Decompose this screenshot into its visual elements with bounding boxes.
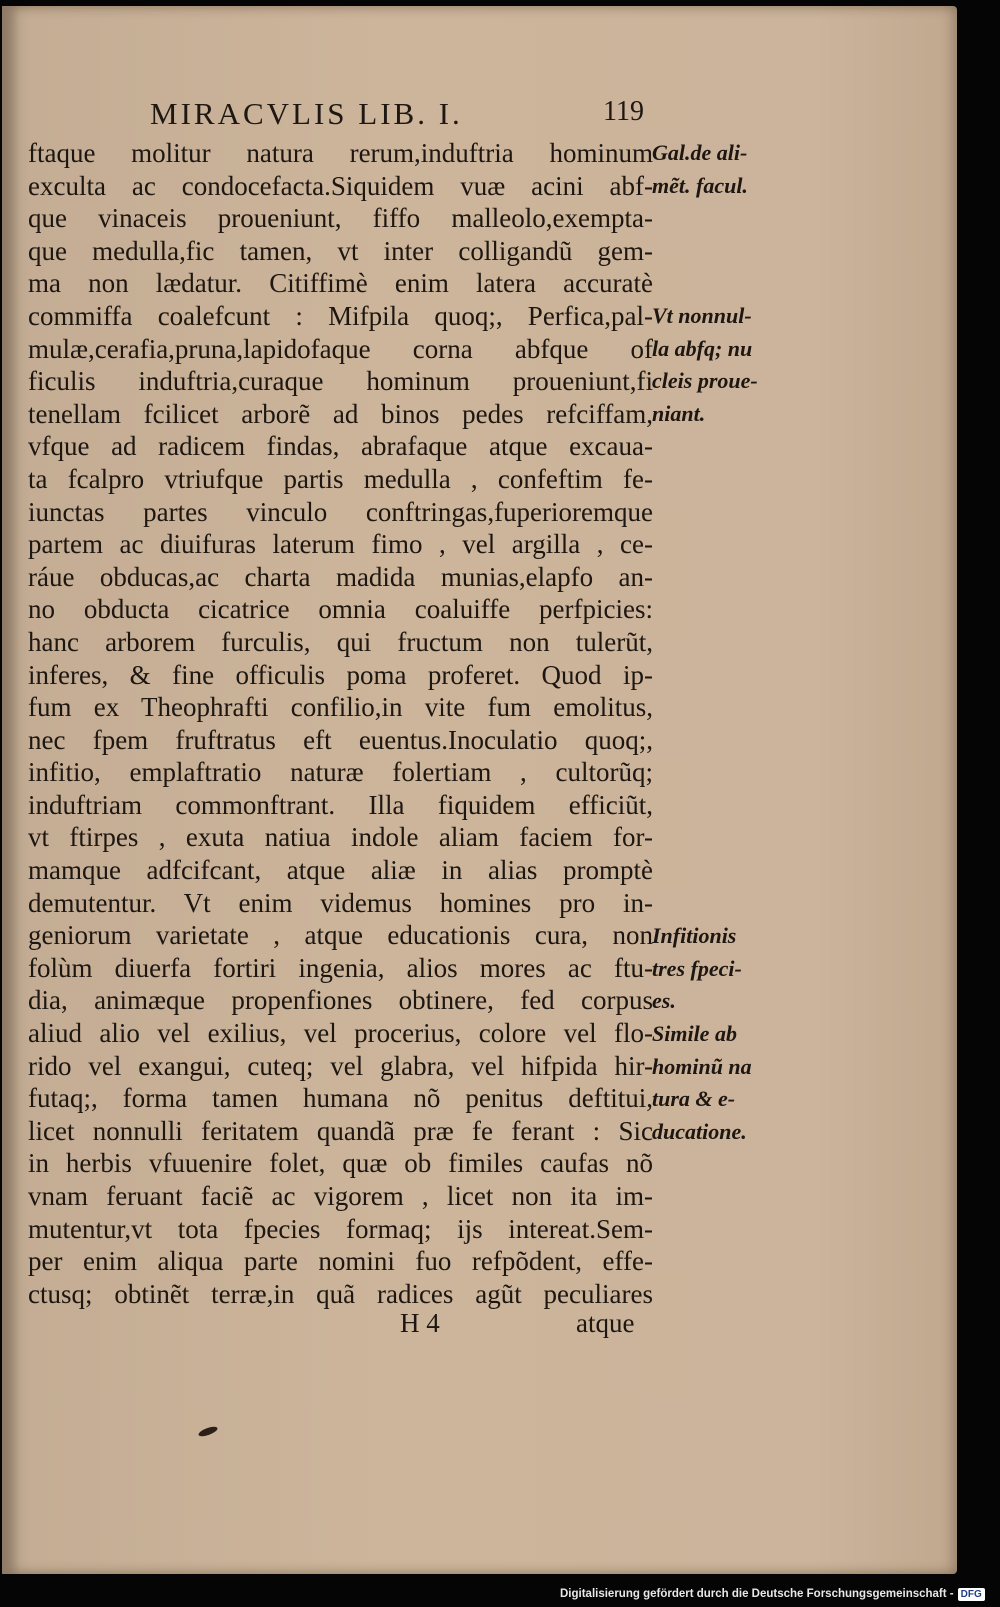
text-line: vt ftirpes , exuta natiua indole aliam faciem for- <box>28 822 653 853</box>
text-line: exculta ac condocefacta.Siquidem vuæ acini abf- <box>28 170 653 201</box>
footer-text: Digitalisierung gefördert durch die Deutsche Forschungsgemeinschaft - <box>560 1588 954 1600</box>
text-line: folùm diuerfa fortiri ingenia, alios mores ac ftu- <box>28 952 653 983</box>
margin-note-line: ducatione. <box>652 1118 747 1144</box>
text-line: in herbis vfuuenire folet, quæ ob fimiles caufas nõ <box>28 1148 653 1179</box>
text-line: vnam feruant faciẽ ac vigorem , licet non ita im- <box>28 1181 653 1211</box>
text-line: vfque ad radicem findas, abrafaque atque excaua- <box>28 431 653 462</box>
signature-mark: H 4 <box>400 1308 440 1338</box>
body-text <box>28 137 653 1310</box>
digitization-footer <box>560 1583 1000 1605</box>
text-line: nec fpem fruftratus eft euentus.Inoculatio quoq;, <box>28 724 653 755</box>
text-line: tenellam fcilicet arborẽ ad binos pedes refciffam, <box>28 398 653 429</box>
text-line: mulæ,cerafia,pruna,lapidofaque corna abfque of <box>28 333 653 364</box>
margin-note-line: la abfq; nu <box>652 335 753 361</box>
margin-note-line: es. <box>652 988 676 1014</box>
text-line: ftaque molitur natura rerum,induftria hominum <box>28 138 653 168</box>
dfg-logo-icon: DFG <box>958 1588 985 1601</box>
text-line: mutentur,vt tota fpecies formaq; ijs intereat.Sem- <box>28 1213 653 1244</box>
text-line: licet nonnulli feritatem quandã præ fe ferant : Sic <box>28 1115 653 1146</box>
text-line: ficulis induftria,curaque hominum proueniunt,fi <box>28 366 653 397</box>
text-line: demutentur. Vt enim videmus homines pro in- <box>28 887 653 918</box>
text-line: induftriam commonftrant. Illa fiquidem efficiũt, <box>28 789 653 820</box>
margin-note-line: tura & e- <box>652 1086 736 1112</box>
text-line: mamque adfcifcant, atque aliæ in alias promptè <box>28 855 653 886</box>
text-line: geniorum varietate , atque educationis cura, non <box>28 920 653 951</box>
text-line: aliud alio vel exilius, vel procerius, colore vel flo- <box>28 1018 653 1049</box>
text-line: fum ex Theophrafti confilio,in vite fum emolitus, <box>28 692 653 723</box>
text-line: inferes, & fine officulis poma proferet. Quod ip- <box>28 659 653 690</box>
text-line: no obducta cicatrice omnia coaluiffe perfpicies: <box>28 594 653 625</box>
margin-note-vt-nonnulla <box>652 300 798 430</box>
text-line: per enim aliqua parte nomini fuo refpõdent, effe- <box>28 1246 653 1277</box>
margin-note-simile <box>652 1018 798 1148</box>
margin-note-line: niant. <box>652 400 706 426</box>
text-line: ma non lædatur. Citiffimè enim latera accuratè <box>28 268 653 299</box>
text-line: que vinaceis proueniunt, fiffo malleolo,exempta- <box>28 203 653 234</box>
text-line: ta fcalpro vtriufque partis medulla , confeftim fe- <box>28 463 653 494</box>
margin-note-line: tres fpeci- <box>652 955 742 981</box>
text-line: ráue obducas,ac charta madida munias,elapfo an- <box>28 561 653 592</box>
margin-note-line: cleis proue- <box>652 368 758 394</box>
text-line: que medulla,fic tamen, vt inter colligandũ gem- <box>28 235 653 266</box>
text-line: dia, animæque propenfiones obtinere, fed corpus <box>28 985 653 1016</box>
margin-note-galen <box>652 137 798 202</box>
margin-note-line: Vt nonnul- <box>652 303 752 328</box>
margin-note-line: Infitionis <box>652 923 737 948</box>
text-line: partem ac diuifuras laterum fimo , vel argilla , ce- <box>28 529 653 560</box>
running-title: MIRACVLIS LIB. I. <box>150 96 463 131</box>
text-line: futaq;, forma tamen humana nõ penitus deftitui, <box>28 1083 653 1114</box>
margin-note-infitionis <box>652 920 798 1018</box>
text-line: rido vel exangui, cuteq; vel glabra, vel hifpida hir- <box>28 1050 653 1081</box>
catchword: atque <box>576 1308 635 1338</box>
text-line: infitio, emplaftratio naturæ folertiam , cultorũq; <box>28 757 653 788</box>
margin-note-line: Simile ab <box>652 1021 737 1046</box>
page-number: 119 <box>603 96 644 127</box>
text-line: iunctas partes vinculo conftringas,fuperioremque <box>28 496 653 527</box>
page-gutter-shadow <box>2 6 20 1574</box>
margin-note-line: mẽt. facul. <box>652 172 748 198</box>
margin-note-line: hominũ na <box>652 1053 752 1079</box>
margin-note-line: Gal.de ali- <box>652 140 748 165</box>
text-line: hanc arborem furculis, qui fructum non tulerũt, <box>28 626 653 657</box>
text-line: commiffa coalefcunt : Mifpila quoq;, Perfica,pal- <box>28 300 653 331</box>
text-line: ctusq; obtinẽt terræ,in quã radices agũt peculiares <box>28 1278 653 1309</box>
